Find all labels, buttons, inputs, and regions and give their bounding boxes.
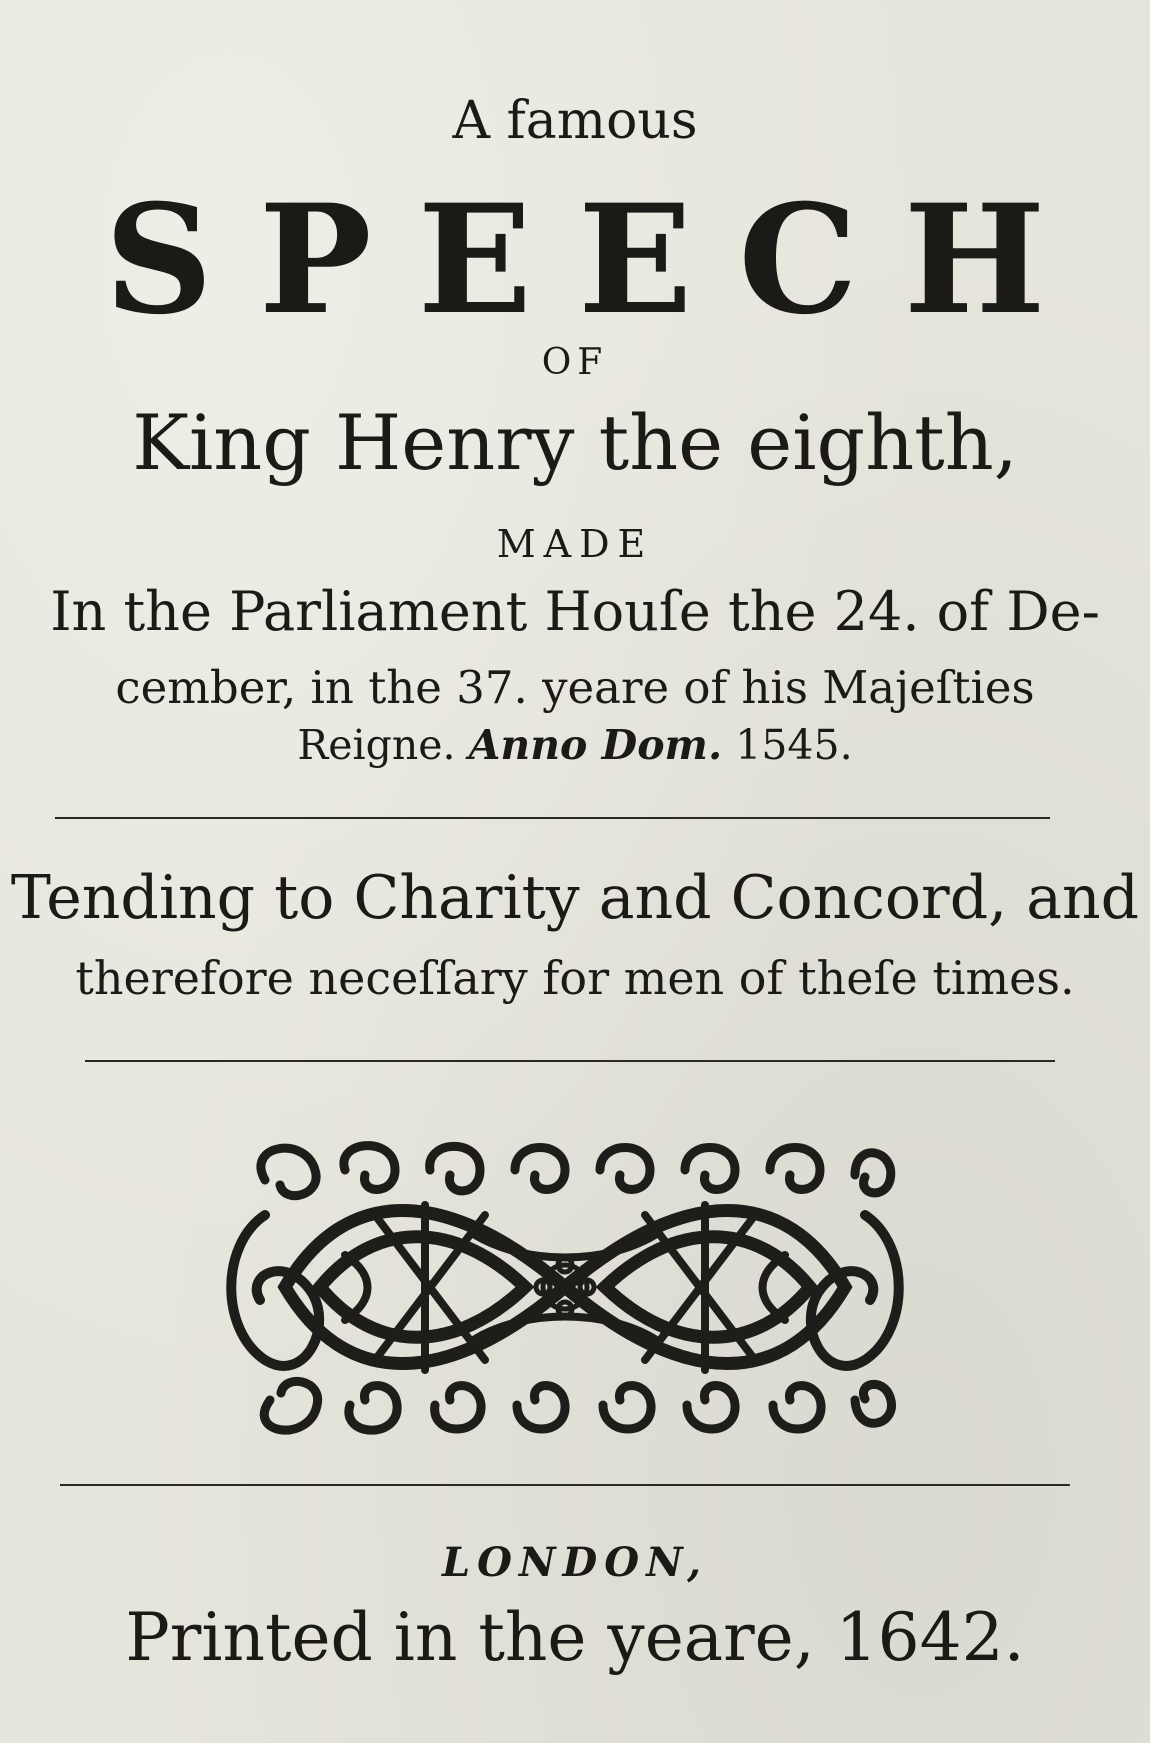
text-parliament-house: In the Parliament Houſe the 24. of De- <box>50 580 1100 643</box>
heading-made: MADE <box>496 522 654 566</box>
text-december: cember, in the 37. yeare of his Majeſties <box>115 661 1035 714</box>
divider-rule-middle <box>85 1060 1055 1062</box>
subtitle-therefore: therefore neceſſary for men of theſe times. <box>75 951 1075 1005</box>
imprint-place: LONDON, <box>442 1539 708 1586</box>
divider-rule-top <box>55 817 1050 819</box>
text-reigne-word: Reigne. <box>297 721 456 769</box>
subtitle-tending: Tending to Charity and Concord, and <box>10 863 1140 933</box>
imprint-printed: Printed in the yeare, 1642. <box>125 1599 1025 1676</box>
heading-speech: SPEECH <box>104 172 1092 348</box>
text-reigne <box>0 721 1150 769</box>
text-year-1545: 1545. <box>735 721 853 769</box>
knotwork-ornament-icon <box>225 1125 905 1450</box>
divider-rule-bottom <box>60 1484 1070 1486</box>
text-anno-dom: Anno Dom. <box>468 721 723 769</box>
heading-king-henry: King Henry the eighth, <box>132 398 1018 487</box>
heading-of: OF <box>541 342 609 383</box>
heading-a-famous: A famous <box>452 91 698 151</box>
